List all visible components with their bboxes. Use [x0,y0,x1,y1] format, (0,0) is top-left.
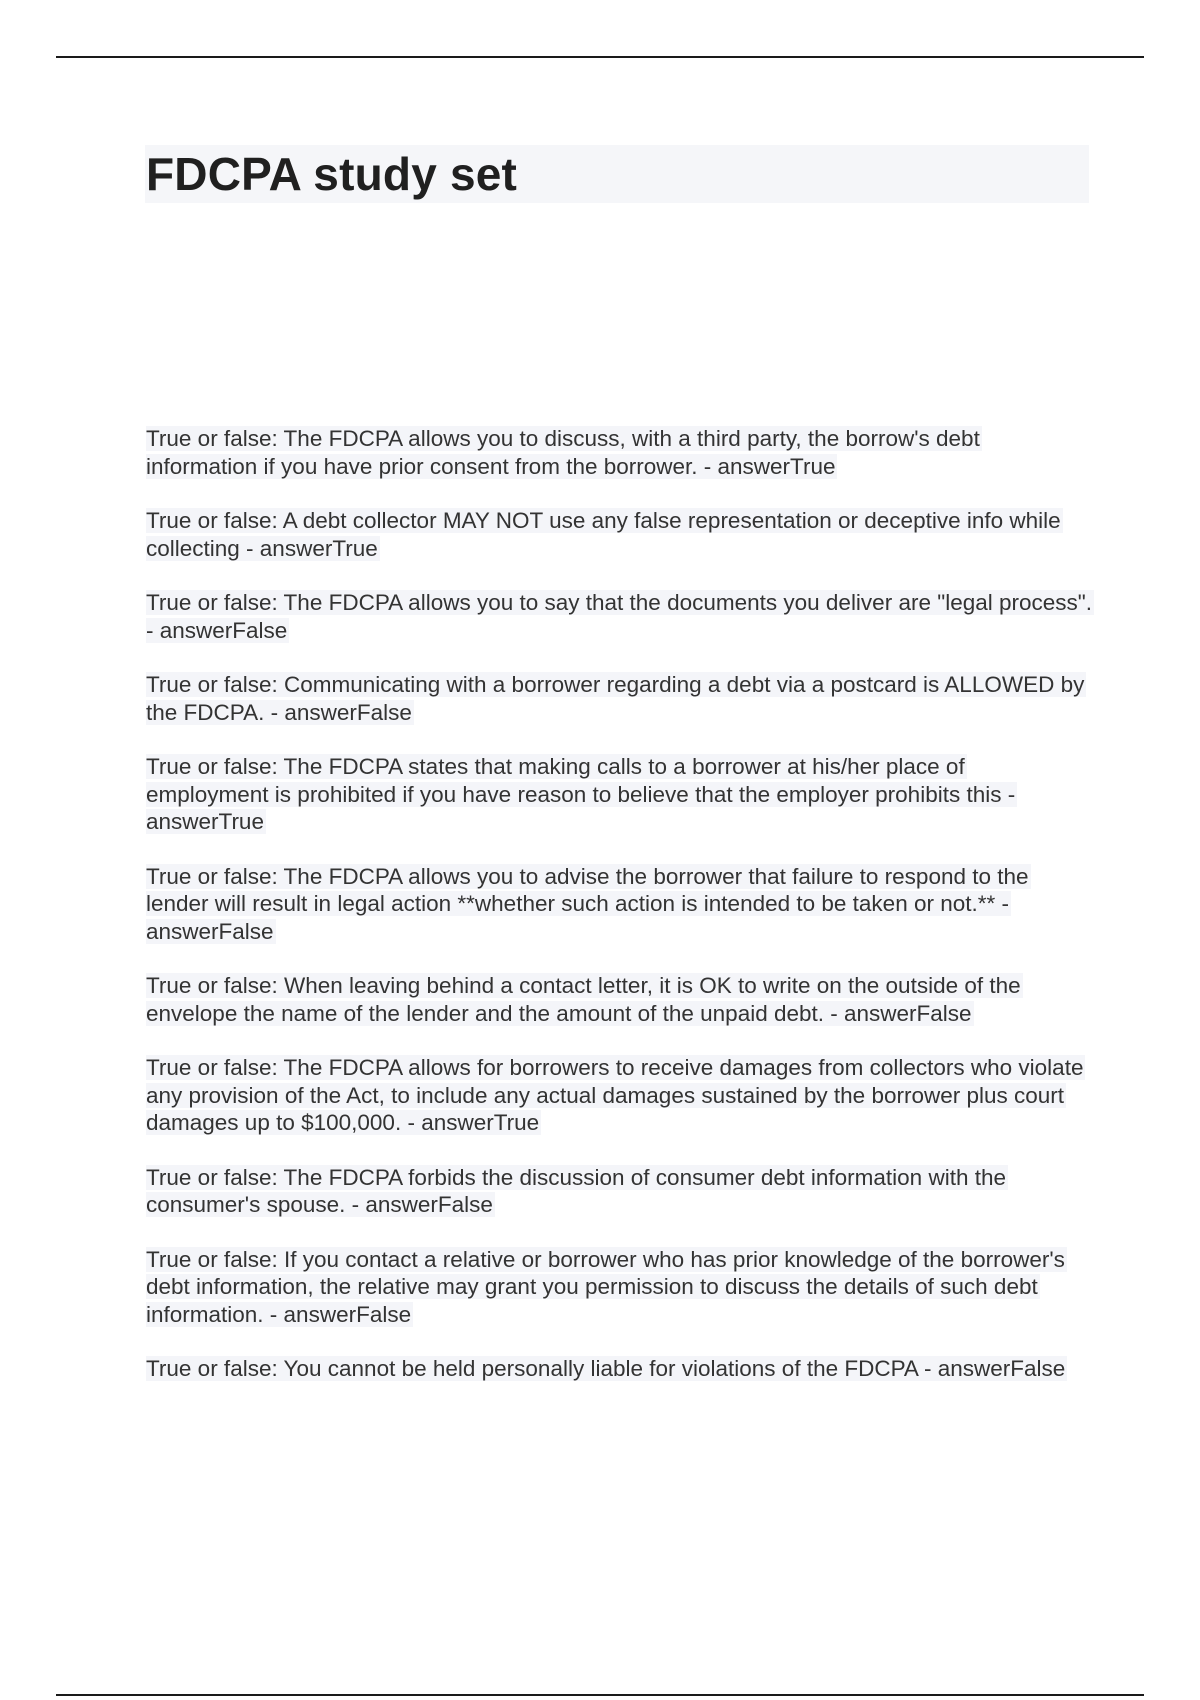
question-text: True or false: The FDCPA allows you to advise the borrower that failure to respond to the lender will result in legal action **whether such action is intended to be taken or not.** - answerFalse [146,863,1029,944]
question-item [146,507,1092,562]
question-text: True or false: If you contact a relative or borrower who has prior knowledge of the borrower's debt information, the relative may grant you permission to discuss the details of such debt information. - answerFalse [146,1246,1065,1327]
question-item [146,671,1092,726]
question-item [146,1355,1092,1383]
question-item [146,972,1092,1027]
question-text: True or false: You cannot be held personally liable for violations of the FDCPA - answerFalse [146,1356,1066,1381]
question-text: True or false: A debt collector MAY NOT use any false representation or deceptive info while collecting - answerTrue [146,508,1061,561]
question-item [146,863,1092,946]
question-text: True or false: When leaving behind a contact letter, it is OK to write on the outside of the envelope the name of the lender and the amount of the unpaid debt. - answerFalse [146,973,1021,1026]
question-text: True or false: The FDCPA states that making calls to a borrower at his/her place of employment is prohibited if you have reason to believe that the employer prohibits this - answerTrue [146,754,1016,834]
header-rule [56,56,1144,58]
footer-rule [56,1694,1144,1696]
question-item [146,1054,1092,1137]
question-text: True or false: The FDCPA allows you to say that the documents you deliver are "legal process". - answerFalse [146,590,1093,643]
question-text: True or false: The FDCPA allows you to discuss, with a third party, the borrow's debt information if you have prior consent from the borrower. - answerTrue [146,426,980,479]
question-text: True or false: The FDCPA allows for borrowers to receive damages from collectors who violate any provision of the Act, to include any actual damages sustained by the borrower plus court damages up to $100,000. - answerTrue [146,1055,1084,1135]
question-item [146,589,1092,644]
question-item [146,1164,1092,1219]
question-item [146,753,1092,836]
question-text: True or false: Communicating with a borrower regarding a debt via a postcard is ALLOWED by the FDCPA. - answerFalse [146,672,1085,725]
question-item [146,425,1092,480]
document-title: FDCPA study set [146,148,518,200]
question-text: True or false: The FDCPA forbids the discussion of consumer debt information with the consumer's spouse. - answerFalse [146,1164,1006,1217]
question-list [146,425,1092,1410]
question-item [146,1246,1092,1329]
